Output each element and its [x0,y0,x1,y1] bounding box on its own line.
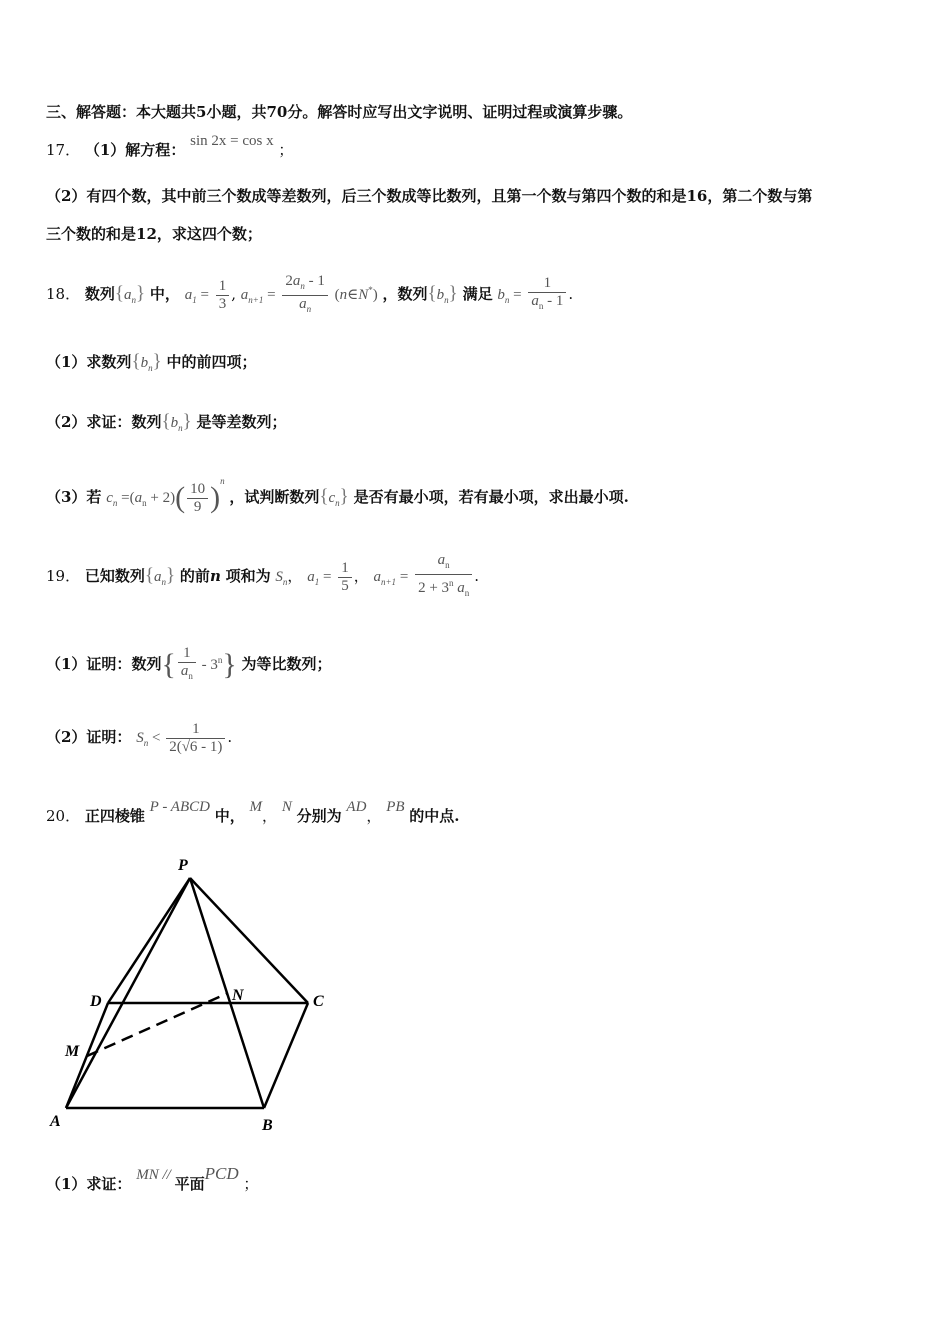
q20-m: M [249,799,263,815]
q20-text-4: 的中点. [409,807,460,825]
label-m: M [65,1043,80,1060]
q20-part1-mid: 平面 [174,1175,205,1193]
edge-pa [66,878,190,1108]
q18-part2: （2）求证：数列$\{b_n\}$ 是等差数列； [46,411,287,433]
q19-part1-end: 为等比数列； [241,655,332,673]
q20-stem: 20． 正四棱锥 P - ABCD 中， M， N 分别为 AD， PB 的中点. [46,799,460,825]
q20-text-3: 分别为 [296,807,342,825]
q20-ad: AD [346,799,367,815]
q18-part3: （3）若 $c_n =(a_n + 2)$( $\frac{10}{9}$ )$^n$ ，试判断数列$\{c_n\}$ 是否有最小项，若有最小项，求出最小项. [46,476,629,515]
q20-n: N [281,799,292,815]
q19-n: n [209,567,221,585]
q18-part3-label: （3）若 [46,488,102,506]
q18-part1: （1）求数列$\{b_n\}$ 中的前四项； [46,351,257,373]
q19-stem: 19． 已知数列$\{a_n\}$ 的前n 项和为 $S_n$， $a_1$ = $\frac{1}{5}$ ， $a_{n+1}$ = $\frac{a_n}{2 + 3^n a_n}$ . [46,552,480,598]
q19-part2-label: （2）证明： [46,728,132,746]
q18-text-4: 满足 [462,285,493,303]
q18-stem: 18． 数列$\{a_n\}$ 中， $a_1$ = $\frac{1}{3}$ , $a_{n+1}$ = $\frac{2a_n - 1}{a_n}$ (n∈N*) ，数列$\{b_n\}$ 满足 $b_n$ = $\frac{1}{a_n - 1}$ . [46,272,574,314]
q19-part1: （1）证明：数列{ $\frac{1}{a_n}$ - 3$^n$} 为等比数列； [46,645,332,681]
label-b: B [262,1117,273,1134]
q20-pb: PB [386,799,405,815]
q17-part2-line2: 三个数的和是12，求这四个数； [46,225,262,243]
q18-part3-end: 是否有最小项，若有最小项，求出最小项. [353,488,629,506]
q20-number: 20． [46,807,81,825]
q17-equation: sin 2x = cos x [190,133,274,149]
q19-part1-label: （1）证明：数列 [46,655,162,673]
q18-text-2: 中， [149,285,180,303]
q20-pcd: PCD [204,1164,239,1183]
q20-text-1: 正四棱锥 [84,807,145,825]
q17-part2-line1: （2）有四个数，其中前三个数成等差数列，后三个数成等比数列，且第一个数与第四个数的和是16，第二个数与第 [46,187,813,205]
q19-text-2: 的前 [179,567,210,585]
edge-pc [190,878,308,1003]
q18-part1-label: （1）求数列 [46,353,132,371]
section-heading: 三、解答题：本大题共5小题，共70分。解答时应写出文字说明、证明过程或演算步骤。 [46,103,633,121]
q19-number: 19． [46,567,81,585]
q18-part1-end: 中的前四项； [166,353,257,371]
label-c: C [313,993,324,1010]
q17-number: 17． [46,141,81,159]
q18-part3-mid: ，试判断数列 [229,488,320,506]
q20-part1 [46,1166,258,1203]
label-n: N [232,987,244,1004]
q18-part2-label: （2）求证：数列 [46,413,162,431]
q18-part2-end: 是等差数列； [196,413,287,431]
q19-part2: （2）证明： $S_n$ < $\frac{1}{2(√6 - 1)}$ . [46,720,233,755]
label-a: A [50,1113,61,1130]
q19-text-1: 已知数列 [84,567,145,585]
q20-part1-end: ； [243,1175,259,1193]
q20-mn-parallel: MN // [136,1167,175,1183]
q20-part1-label: （1）求证： [46,1175,132,1193]
q17-part1 [46,133,294,161]
q20-pyramid: P - ABCD [149,799,210,815]
label-p: P [178,857,188,874]
label-d: D [90,993,102,1010]
q18-text-1: 数列 [84,285,115,303]
edge-pd [108,878,190,1003]
q17-part1-label: （1）解方程： [84,141,186,159]
q19-text-4: 项和为 [225,567,271,585]
q17-part1-end: ； [278,141,294,159]
q20-text-2: 中， [214,807,245,825]
pyramid-figure [46,850,346,1140]
q18-number: 18． [46,285,81,303]
edge-bc [264,1003,308,1108]
q18-text-3: ，数列 [382,285,428,303]
